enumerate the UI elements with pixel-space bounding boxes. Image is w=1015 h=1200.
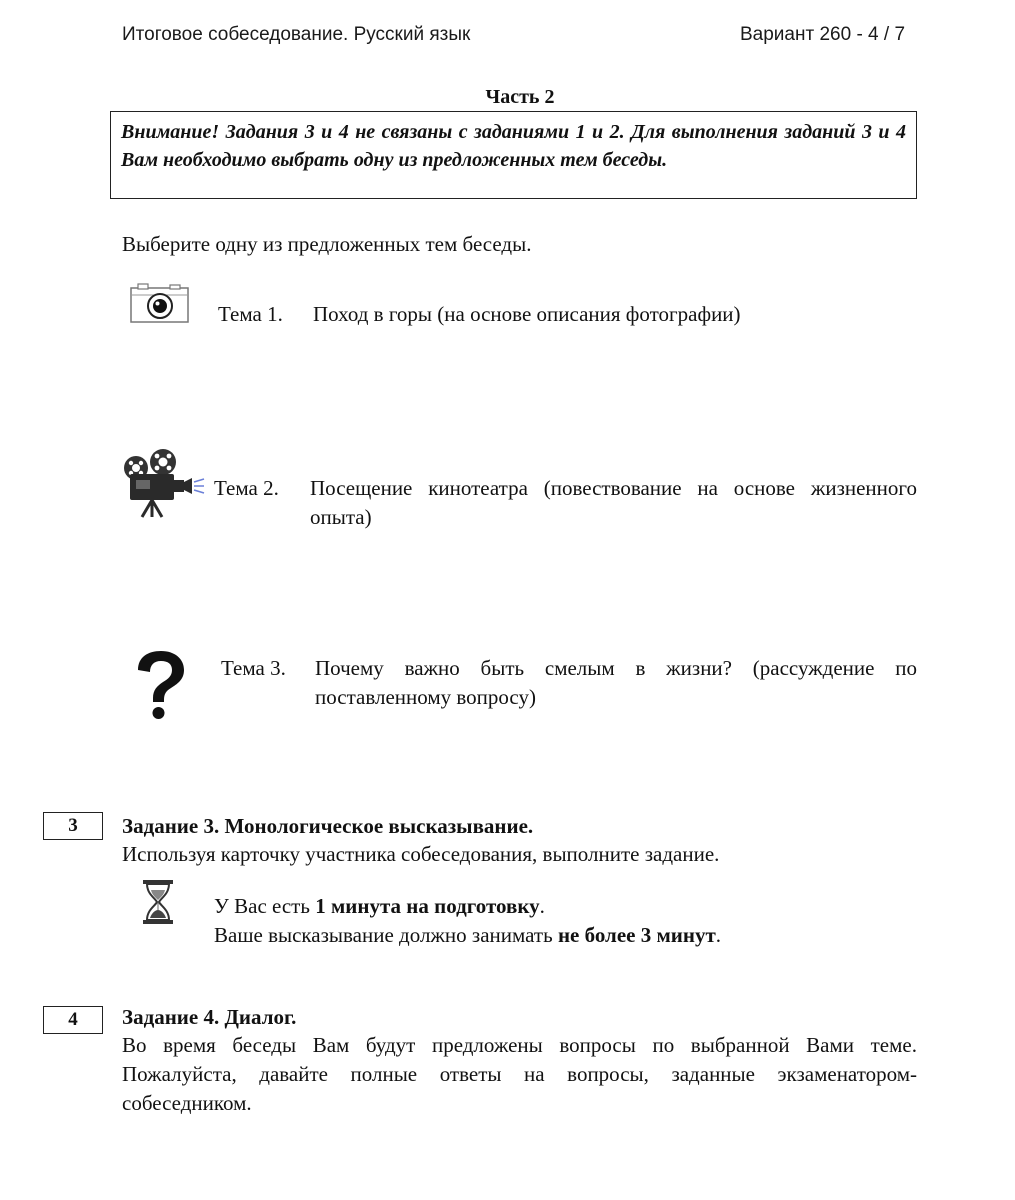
limit-suffix: . bbox=[715, 923, 722, 947]
task-3-prep-line bbox=[214, 892, 545, 921]
header-variant: Вариант 260 - 4 / 7 bbox=[740, 24, 906, 45]
prep-time: 1 минута на подготовку bbox=[315, 894, 540, 918]
hourglass-icon bbox=[140, 878, 176, 926]
task-4-text: Во время беседы Вам будут предложены вопросы по выбранной Вами теме. Пожалуйста, давайте полные ответы на вопросы, заданные экзаменатором-собеседником. bbox=[122, 1033, 917, 1115]
topic-2-text: Посещение кинотеатра (повествование на основе жизненного опыта) bbox=[310, 476, 917, 529]
topic-2-label: Тема 2. bbox=[214, 476, 279, 500]
task-4-number: 4 bbox=[43, 1006, 103, 1034]
limit-time: не более 3 минут bbox=[557, 923, 716, 947]
topic-1-label: Тема 1. bbox=[218, 302, 283, 326]
prep-prefix: У Вас есть bbox=[214, 894, 316, 918]
topic-3-label: Тема 3. bbox=[221, 656, 286, 680]
camera-icon bbox=[130, 282, 190, 324]
topic-1-text: Поход в горы (на основе описания фотографии) bbox=[313, 302, 741, 326]
part-title: Часть 2 bbox=[485, 86, 555, 108]
choose-prompt: Выберите одну из предложенных тем беседы. bbox=[122, 232, 532, 256]
film-projector-icon bbox=[118, 446, 206, 518]
task-3-instruction: Используя карточку участника собеседования, выполните задание. bbox=[122, 842, 720, 866]
prep-suffix: . bbox=[539, 894, 545, 918]
task-3-number: 3 bbox=[43, 812, 103, 840]
topic-3-text: Почему важно быть смелым в жизни? (рассуждение по поставленному вопросу) bbox=[315, 656, 917, 709]
notice-box: Внимание! Задания 3 и 4 не связаны с заданиями 1 и 2. Для выполнения заданий 3 и 4 Вам необходимо выбрать одну из предложенных тем беседы. bbox=[110, 111, 917, 199]
task-4-title: Задание 4. Диалог. bbox=[122, 1005, 297, 1029]
limit-prefix: Ваше высказывание должно занимать bbox=[214, 923, 558, 947]
question-mark-icon bbox=[132, 648, 190, 722]
task-3-title: Задание 3. Монологическое высказывание. bbox=[122, 814, 534, 838]
header-title: Итоговое собеседование. Русский язык bbox=[122, 24, 471, 45]
task-3-limit-line bbox=[214, 921, 721, 950]
